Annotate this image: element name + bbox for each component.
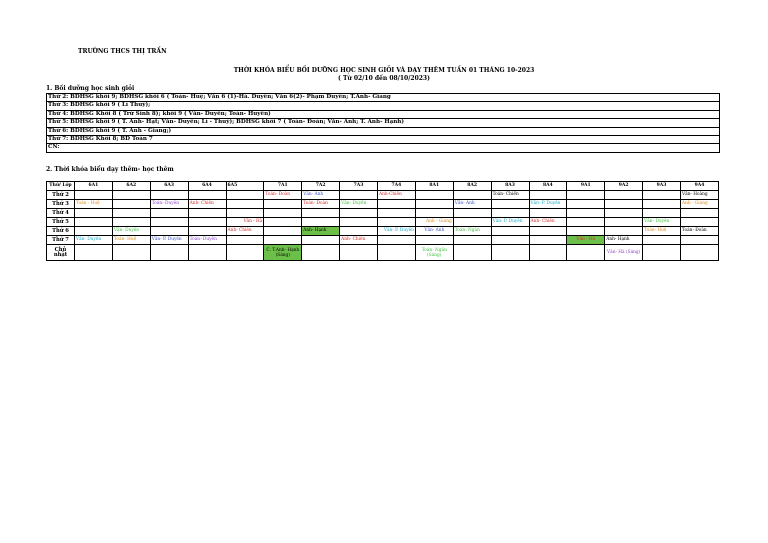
table-row (47, 119, 720, 127)
cell (529, 209, 567, 218)
cell (188, 245, 226, 261)
cell (378, 209, 416, 218)
cell (264, 218, 302, 227)
table-row (47, 136, 720, 144)
cell: Văn- Hà (Sáng) (605, 245, 643, 261)
table-row (47, 144, 720, 152)
class-header: 7A3 (340, 182, 378, 191)
cell (567, 209, 605, 218)
cell (226, 191, 264, 200)
corner-header: Thứ/ Lớp (47, 182, 75, 191)
cell: Toán- Duyên (150, 200, 188, 209)
cell (378, 245, 416, 261)
cell (453, 245, 491, 261)
cell (264, 236, 302, 245)
cell: Toán- Ngân (Sáng) (415, 245, 453, 261)
cell: Anh- Chiên (340, 236, 378, 245)
cell (75, 218, 113, 227)
timetable-header-row (47, 182, 719, 191)
cell: Văn- Duyên (340, 200, 378, 209)
cell: Văn- Anh (415, 227, 453, 236)
day-label: Thứ 5 (47, 218, 75, 227)
table-row (47, 200, 719, 209)
table-row (47, 245, 719, 261)
hsg-schedule-table (46, 93, 720, 153)
hsg-row-text: Thứ 2: BDHSG khối 9; BDHSG khối 6 ( Toán- Huệ; Văn 6 (1)-Hà. Duyên; Văn 6(2)- Phạm Duyên; T.Anh- Giang (47, 94, 720, 102)
cell (75, 227, 113, 236)
cell: Toán - Huệ (75, 200, 113, 209)
cell: Văn- P. Duyên (529, 200, 567, 209)
cell (453, 209, 491, 218)
cell: Văn- Duyên (643, 218, 681, 227)
cell (605, 209, 643, 218)
cell: Văn- P. Duyên (150, 236, 188, 245)
day-label: Thứ 6 (47, 227, 75, 236)
day-label: Thứ 3 (47, 200, 75, 209)
table-row (47, 218, 719, 227)
cell (605, 200, 643, 209)
cell (112, 245, 150, 261)
cell (415, 209, 453, 218)
class-header: 8A3 (491, 182, 529, 191)
cell (567, 218, 605, 227)
cell (529, 191, 567, 200)
cell: Anh - Giang (415, 218, 453, 227)
class-header: 8A4 (529, 182, 567, 191)
class-header: 6A2 (112, 182, 150, 191)
cell (112, 218, 150, 227)
cell: Toán- Huệ (112, 236, 150, 245)
cell: Toán- Đoàn (681, 227, 719, 236)
cell (415, 191, 453, 200)
class-header: 7A1 (264, 182, 302, 191)
cell (415, 236, 453, 245)
cell (453, 218, 491, 227)
cell (491, 209, 529, 218)
cell: C. T.Anh- Hạnh (Sáng) (264, 245, 302, 261)
cell (567, 245, 605, 261)
class-header: 7A2 (302, 182, 340, 191)
cell (491, 227, 529, 236)
cell (226, 245, 264, 261)
cell (681, 218, 719, 227)
cell (340, 209, 378, 218)
day-label: Thứ 4 (47, 209, 75, 218)
cell (378, 236, 416, 245)
cell (264, 227, 302, 236)
cell (529, 227, 567, 236)
cell (264, 209, 302, 218)
cell (491, 236, 529, 245)
cell (605, 191, 643, 200)
cell: Toán- Chiến (491, 191, 529, 200)
section1-heading: 1. Bồi dưỡng học sinh giỏi (46, 85, 135, 92)
cell: Toán- Đoàn (264, 191, 302, 200)
cell (188, 209, 226, 218)
cell (643, 209, 681, 218)
cell (302, 218, 340, 227)
cell (643, 200, 681, 209)
cell (150, 227, 188, 236)
cell (681, 245, 719, 261)
cell: Toán- Duyên (188, 236, 226, 245)
class-header: 6A4 (188, 182, 226, 191)
cell (605, 218, 643, 227)
cell (75, 245, 113, 261)
cell (340, 245, 378, 261)
cell (529, 236, 567, 245)
cell (188, 227, 226, 236)
class-header: 9A3 (643, 182, 681, 191)
cell: Anh- Hạnh (302, 227, 340, 236)
cell (567, 200, 605, 209)
cell (340, 218, 378, 227)
cell: Toán- Huệ (643, 227, 681, 236)
cell (226, 209, 264, 218)
cell (150, 245, 188, 261)
cell (112, 191, 150, 200)
hsg-row-text: Thứ 3: BDHSG khối 9 ( Lí Thuỷ); (47, 102, 720, 110)
table-row (47, 209, 719, 218)
cell (378, 200, 416, 209)
cell (643, 191, 681, 200)
hsg-row-text: CN: (47, 144, 720, 152)
cell (453, 236, 491, 245)
cell: Văn- Duyên (112, 227, 150, 236)
cell (567, 191, 605, 200)
hsg-row-text: Thứ 7: BDHSG Khối 8; BD Toán 7 (47, 136, 720, 144)
class-header: 8A2 (453, 182, 491, 191)
day-label: Thứ 2 (47, 191, 75, 200)
cell (264, 200, 302, 209)
hsg-row-text: Thứ 6: BDHSG khối 9 ( T. Anh - Giang;) (47, 127, 720, 135)
cell (150, 191, 188, 200)
extra-class-timetable (46, 181, 719, 261)
cell (340, 191, 378, 200)
cell (302, 245, 340, 261)
cell (150, 218, 188, 227)
class-header: 6A3 (150, 182, 188, 191)
cell: Anh - Giang (681, 200, 719, 209)
cell (453, 191, 491, 200)
cell (188, 218, 226, 227)
class-header: 9A1 (567, 182, 605, 191)
table-row (47, 227, 719, 236)
cell (491, 245, 529, 261)
table-row (47, 94, 720, 102)
hsg-row-text: Thứ 4: BDHSG Khối 8 ( Trừ Sinh 8); khối 9 ( Văn- Duyên; Toán- Huyền) (47, 110, 720, 118)
cell (681, 236, 719, 245)
class-header: 9A2 (605, 182, 643, 191)
cell (75, 191, 113, 200)
cell (529, 245, 567, 261)
cell (226, 200, 264, 209)
cell: Anh- Chiên (188, 200, 226, 209)
table-row (47, 102, 720, 110)
table-row (47, 191, 719, 200)
day-label: Thứ 7 (47, 236, 75, 245)
table-row (47, 236, 719, 245)
cell (302, 236, 340, 245)
cell (605, 227, 643, 236)
cell (112, 209, 150, 218)
cell (491, 200, 529, 209)
cell (340, 227, 378, 236)
hsg-row-text: Thứ 5: BDHSG khối 9 ( T. Anh- Hạt; Văn- Duyên; Lí - Thuỷ); BDHSG khối 7 ( Toán- Đoàn; Văn- Anh; T. Anh- Hạnh) (47, 119, 720, 127)
class-header: 7A4 (378, 182, 416, 191)
day-label: Chủ nhật (47, 245, 75, 261)
class-header: 6A1 (75, 182, 113, 191)
cell: Văn - Hà (226, 218, 264, 227)
cell: Văn- Duyên (75, 236, 113, 245)
cell (150, 209, 188, 218)
cell (112, 200, 150, 209)
cell (302, 209, 340, 218)
page-subtitle: ( Từ 02/10 đến 08/10/2023) (338, 75, 430, 82)
class-header: 9A4 (681, 182, 719, 191)
cell (567, 227, 605, 236)
cell: Văn- Anh (302, 191, 340, 200)
cell: Toán- Ngân (453, 227, 491, 236)
cell (643, 236, 681, 245)
cell (226, 236, 264, 245)
cell: Văn - Hà (567, 236, 605, 245)
cell: Văn- P. Duyên (491, 218, 529, 227)
cell: Anh-Chiên (378, 191, 416, 200)
school-name: TRƯỜNG THCS THỊ TRẤN (78, 48, 167, 55)
cell (188, 191, 226, 200)
table-row (47, 110, 720, 118)
cell: Văn- Hoàng (681, 191, 719, 200)
table-row (47, 127, 720, 135)
cell (643, 245, 681, 261)
cell (75, 209, 113, 218)
cell (378, 218, 416, 227)
cell: Anh- Hạnh (605, 236, 643, 245)
section2-heading: 2. Thời khóa biểu dạy thêm- học thêm (46, 166, 174, 173)
cell (681, 209, 719, 218)
cell (415, 200, 453, 209)
cell: Anh- Chiên (226, 227, 264, 236)
class-header: 8A1 (415, 182, 453, 191)
cell: Văn- Anh (453, 200, 491, 209)
class-header: 6A5 (226, 182, 264, 191)
cell: Toán- Đoàn (302, 200, 340, 209)
cell: Văn- P. Duyên (378, 227, 416, 236)
page-title: THỜI KHÓA BIỂU BỒI DƯỠNG HỌC SINH GIỎI VÀ DẠY THÊM TUẦN 01 THÁNG 10-2023 (233, 67, 535, 74)
cell: Anh- Chiên (529, 218, 567, 227)
